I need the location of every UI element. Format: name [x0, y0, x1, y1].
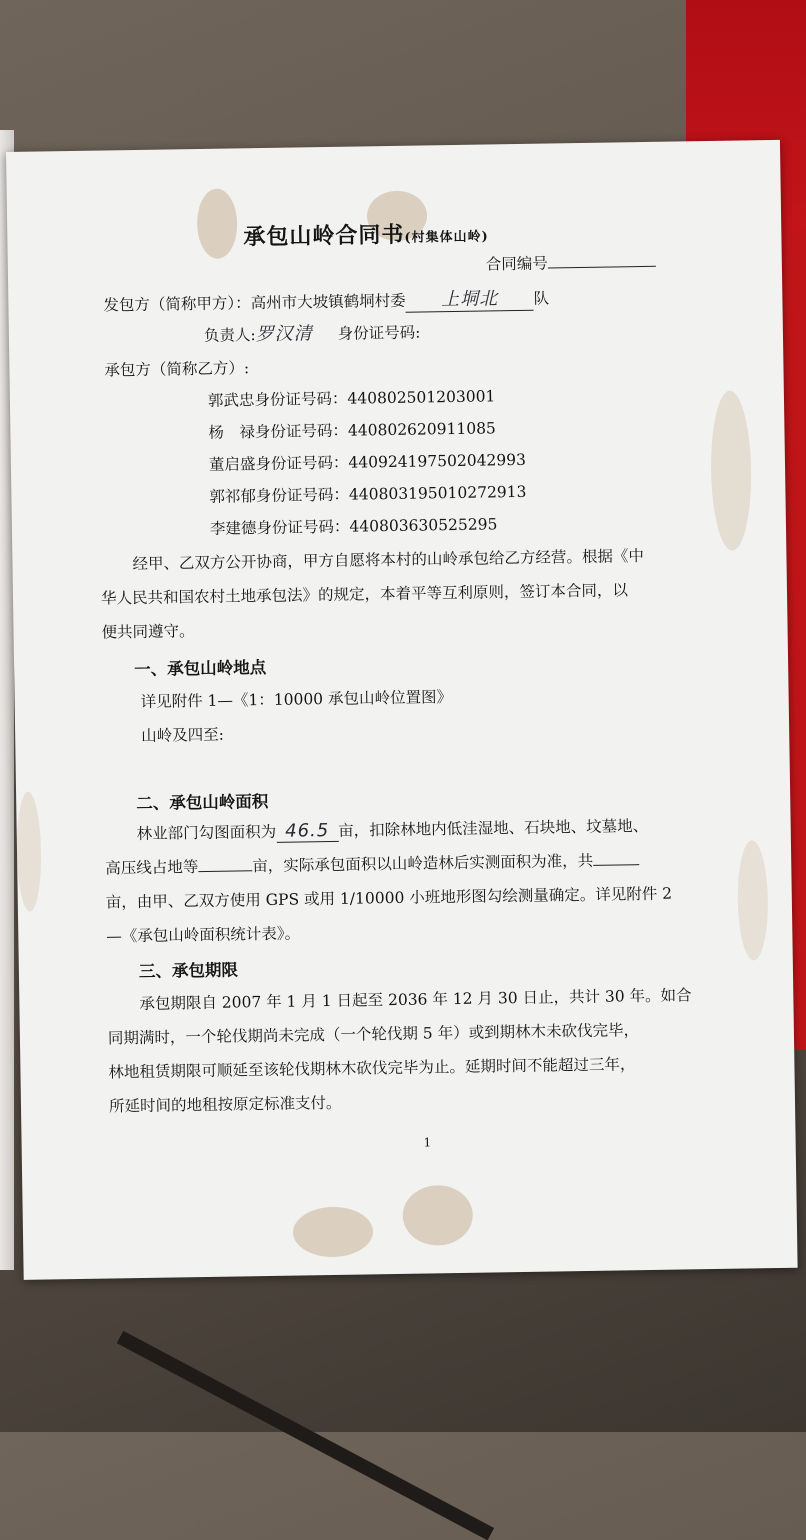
page-content	[6, 140, 798, 1280]
area-text-a: 林业部门勾图面积为	[136, 822, 277, 844]
member-name: 郭武忠	[207, 391, 255, 410]
section-2-line-3: 亩，由甲、乙双方使用 GPS 或用 1/10000 小班地形图勾绘测量确定。详见附件 2	[105, 884, 673, 912]
term-line: 林地租赁期限可顺延至该轮伐期林木砍伐完毕为止。延期时间不能超过三年，	[108, 1055, 636, 1082]
member-name: 杨 禄	[208, 423, 256, 442]
person-in-charge-row	[204, 318, 421, 347]
intro-line: 经甲、乙双方公开协商，甲方自愿将本村的山岭承包给乙方经营。根据《中	[132, 547, 645, 574]
title-note: (村集体山岭)	[404, 229, 489, 246]
term-line: 承包期限自 2007 年 1 月 1 日起至 2036 年 12 月 30 日止，共计 30 年。如合	[139, 986, 692, 1014]
member-id: 身份证号码：440802501203001	[254, 387, 496, 410]
section-1-boundaries: 山岭及四至:	[141, 725, 225, 745]
area-handwriting: 46.5	[276, 820, 338, 843]
total-area-blank	[593, 850, 639, 866]
member-name: 李建德	[209, 519, 257, 538]
intro-line: 便共同遵守。	[101, 622, 195, 642]
member-name: 董启盛	[208, 455, 256, 474]
section-1-title: 一、承包山岭地点	[133, 657, 267, 680]
section-1-location: 详见附件 1—《1：10000 承包山岭位置图》	[140, 688, 453, 711]
party-a-label: 发包方（简称甲方）：高州市大坡镇鹤垌村委	[103, 291, 406, 315]
section-3-title: 三、承包期限	[138, 960, 239, 982]
party-b-member	[208, 416, 496, 443]
deduction-blank	[198, 856, 252, 872]
title-text: 承包山岭合同书	[243, 221, 405, 251]
person-in-charge-label: 负责人:	[203, 326, 256, 345]
contract-title	[243, 216, 489, 251]
member-id: 身份证号码：440803630525295	[256, 515, 498, 538]
section-2-line-2	[105, 848, 639, 878]
party-b-label: 承包方（简称乙方）:	[104, 359, 250, 380]
person-in-charge-handwriting: 罗汉清	[255, 323, 313, 346]
intro-line: 华人民共和国农村土地承包法》的规定，本着平等互利原则，签订本合同，以	[100, 581, 629, 608]
deduction-text-b: 亩，实际承包面积以山岭造林后实测面积为准，共	[252, 851, 594, 876]
member-id: 身份证号码：440924197502042993	[255, 450, 527, 474]
member-id: 身份证号码：440802620911085	[254, 419, 496, 442]
section-2-title: 二、承包山岭面积	[136, 791, 269, 814]
party-b-member	[210, 512, 498, 539]
contract-number-row	[486, 250, 656, 275]
party-a-team-handwriting: 上垌北	[405, 284, 533, 313]
member-name: 郭祁郁	[209, 487, 257, 506]
party-b-member	[209, 448, 526, 475]
party-a-row	[103, 283, 549, 317]
area-text-b: 亩，扣除林地内低洼湿地、石块地、坟墓地、	[338, 816, 649, 840]
contract-page	[6, 140, 798, 1280]
section-2-line-1	[137, 814, 649, 845]
section-2-line-4: —《承包山岭面积统计表》。	[106, 924, 301, 946]
member-id: 身份证号码：440803195010272913	[255, 482, 527, 506]
contract-number-label: 合同编号	[485, 254, 548, 274]
party-b-member	[208, 384, 496, 411]
deduction-text-a: 高压线占地等	[105, 858, 199, 878]
party-a-team-suffix: 队	[533, 289, 550, 308]
contract-number-blank	[548, 252, 656, 269]
person-in-charge-id-label: 身份证号码:	[337, 323, 421, 343]
page-number: 1	[423, 1135, 432, 1150]
term-line: 同期满时，一个轮伐期尚未完成（一个轮伐期 5 年）或到期林木未砍伐完毕，	[107, 1021, 640, 1048]
term-line: 所延时间的地租按原定标准支付。	[108, 1093, 342, 1116]
party-b-member	[209, 480, 526, 507]
